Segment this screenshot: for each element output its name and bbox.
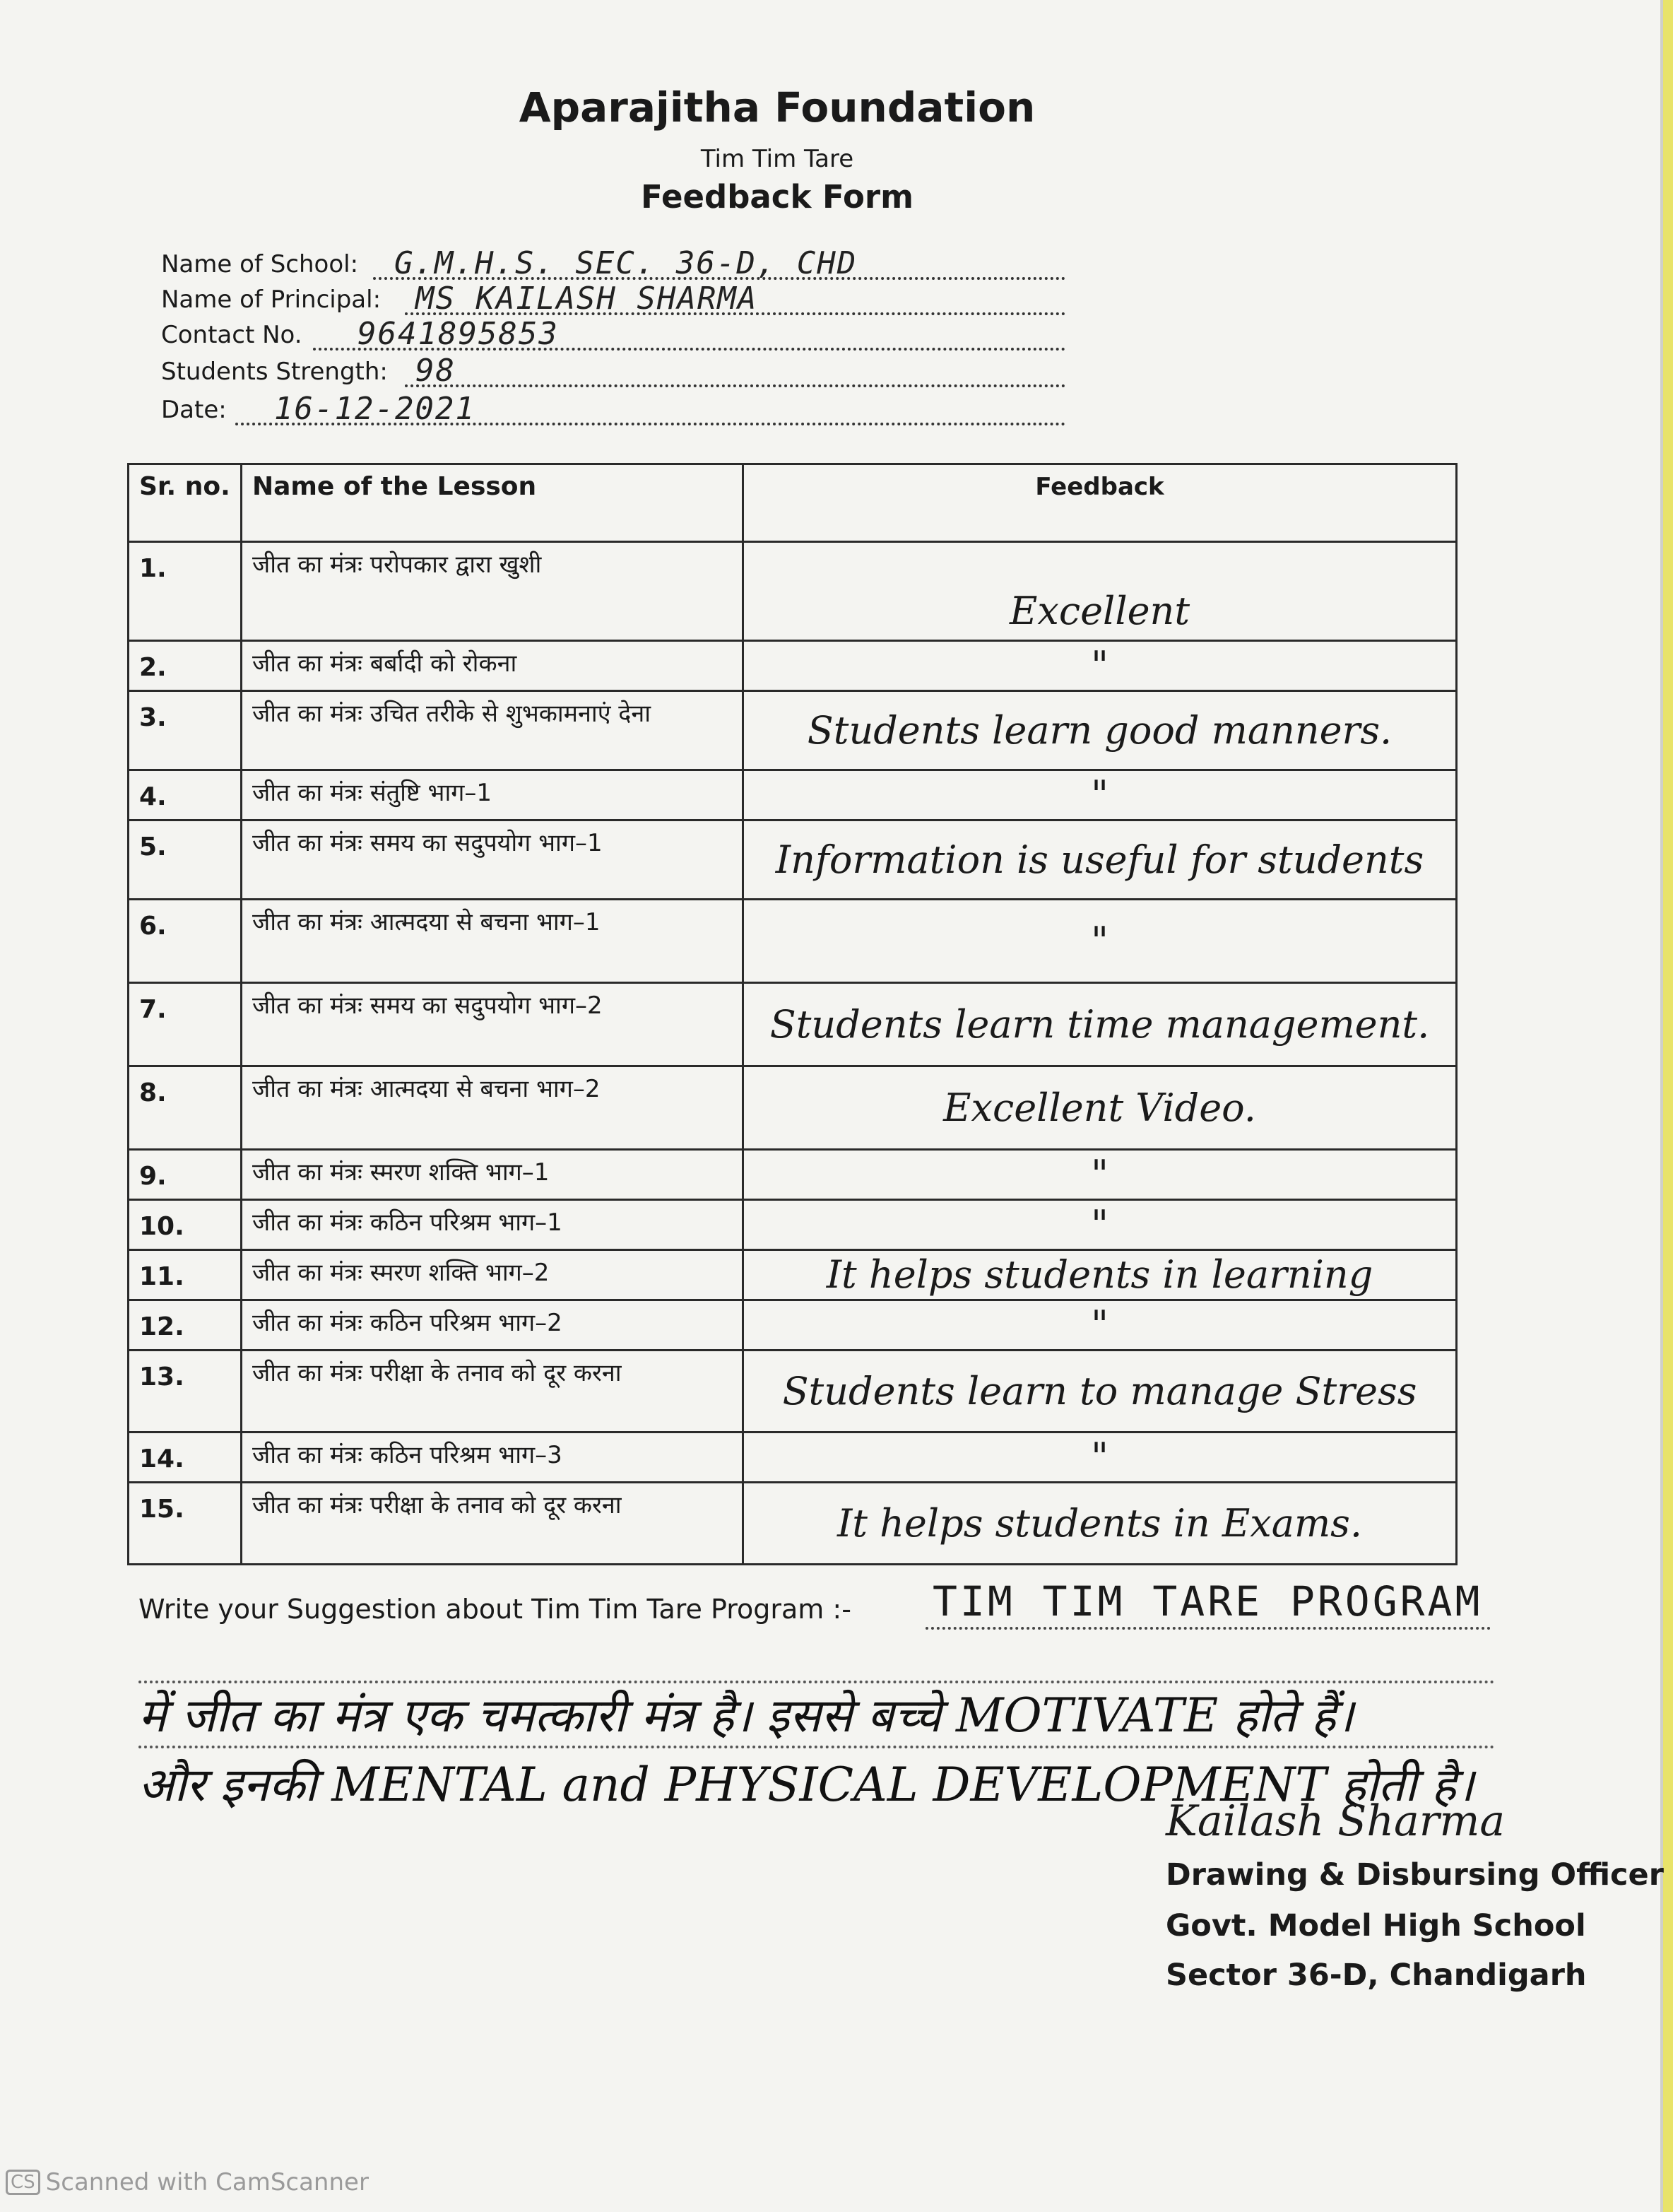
suggestion-dots-1 xyxy=(926,1627,1491,1630)
row-feedback: Students learn good manners. xyxy=(743,691,1457,770)
row-feedback: " xyxy=(743,1150,1457,1200)
row-feedback: It helps students in Exams. xyxy=(743,1483,1457,1565)
table-row xyxy=(129,1351,1457,1432)
row-lesson: जीत का मंत्रः परीक्षा के तनाव को दूर करना xyxy=(242,1351,743,1432)
row-sr: 5. xyxy=(129,820,242,900)
table-row xyxy=(129,900,1457,983)
table-row xyxy=(129,641,1457,691)
col-feedback-header: Feedback xyxy=(743,464,1457,542)
camscanner-logo-icon: CS xyxy=(6,2170,40,2195)
row-lesson: जीत का मंत्रः परीक्षा के तनाव को दूर करना xyxy=(242,1483,743,1565)
date-field xyxy=(161,393,1065,428)
table-row xyxy=(129,1250,1457,1300)
row-sr: 15. xyxy=(129,1483,242,1565)
row-sr: 10. xyxy=(129,1200,242,1250)
table-row xyxy=(129,1150,1457,1200)
row-lesson: जीत का मंत्रः स्मरण शक्ति भाग–1 xyxy=(242,1150,743,1200)
row-lesson: जीत का मंत्रः कठिन परिश्रम भाग–3 xyxy=(242,1432,743,1483)
school-field xyxy=(161,247,1065,283)
stamp-line-1: Drawing & Disbursing Officer xyxy=(1166,1857,1664,1893)
table-row xyxy=(129,542,1457,641)
row-feedback: Students learn to manage Stress xyxy=(743,1351,1457,1432)
table-row xyxy=(129,1200,1457,1250)
row-feedback: " xyxy=(743,900,1457,983)
page-edge xyxy=(1663,0,1673,2212)
table-header-row xyxy=(129,464,1457,542)
row-sr: 14. xyxy=(129,1432,242,1483)
table-row xyxy=(129,820,1457,900)
contact-field xyxy=(161,318,1065,353)
row-sr: 11. xyxy=(129,1250,242,1300)
table-row xyxy=(129,1432,1457,1483)
row-feedback: " xyxy=(743,1300,1457,1351)
contact-label: Contact No. xyxy=(161,321,302,349)
table-row xyxy=(129,691,1457,770)
contact-value: 9641895853 xyxy=(357,316,559,352)
row-lesson: जीत का मंत्रः बर्बादी को रोकना xyxy=(242,641,743,691)
row-sr: 7. xyxy=(129,983,242,1066)
row-sr: 13. xyxy=(129,1351,242,1432)
date-value: 16-12-2021 xyxy=(274,391,475,427)
suggestion-line-1: TIM TIM TARE PROGRAM xyxy=(933,1577,1483,1625)
row-sr: 2. xyxy=(129,641,242,691)
row-lesson: जीत का मंत्रः कठिन परिश्रम भाग–2 xyxy=(242,1300,743,1351)
strength-field xyxy=(161,355,1065,390)
stamp-line-2: Govt. Model High School xyxy=(1166,1908,1586,1943)
principal-value: MS KAILASH SHARMA xyxy=(415,281,758,317)
camscanner-watermark xyxy=(6,2168,369,2196)
school-value: G.M.H.S. SEC. 36-D, CHD xyxy=(394,245,858,281)
feedback-table xyxy=(127,463,1458,1565)
strength-dots xyxy=(405,384,1065,387)
suggestion-line-3: और इनकी MENTAL and PHYSICAL DEVELOPMENT होती है। xyxy=(138,1758,1474,1812)
table-row xyxy=(129,770,1457,820)
row-feedback: " xyxy=(743,1432,1457,1483)
principal-label: Name of Principal: xyxy=(161,286,382,314)
row-sr: 8. xyxy=(129,1066,242,1150)
date-label: Date: xyxy=(161,396,227,424)
row-sr: 12. xyxy=(129,1300,242,1351)
stamp-line-3: Sector 36-D, Chandigarh xyxy=(1166,1958,1587,1993)
row-lesson: जीत का मंत्रः समय का सदुपयोग भाग–1 xyxy=(242,820,743,900)
row-sr: 4. xyxy=(129,770,242,820)
principal-field xyxy=(161,283,1065,318)
row-feedback: Excellent xyxy=(743,542,1457,641)
row-lesson: जीत का मंत्रः उचित तरीके से शुभकामनाएं देना xyxy=(242,691,743,770)
row-sr: 6. xyxy=(129,900,242,983)
suggestion-dots-3 xyxy=(138,1746,1495,1748)
table-row xyxy=(129,983,1457,1066)
row-sr: 9. xyxy=(129,1150,242,1200)
row-feedback: Students learn time management. xyxy=(743,983,1457,1066)
col-sr-header: Sr. no. xyxy=(129,464,242,542)
row-feedback: " xyxy=(743,770,1457,820)
program-name: Tim Tim Tare xyxy=(700,145,854,173)
row-feedback: " xyxy=(743,1200,1457,1250)
row-feedback: It helps students in learning xyxy=(743,1250,1457,1300)
col-lesson-header: Name of the Lesson xyxy=(242,464,743,542)
suggestion-line-2: में जीत का मंत्र एक चमत्कारी मंत्र है। इससे बच्चे MOTIVATE होते हैं। xyxy=(138,1688,1354,1743)
table-row xyxy=(129,1483,1457,1565)
strength-label: Students Strength: xyxy=(161,358,388,386)
suggestion-label: Write your Suggestion about Tim Tim Tare Program :- xyxy=(138,1594,851,1625)
form-title: Feedback Form xyxy=(641,178,914,216)
row-lesson: जीत का मंत्रः कठिन परिश्रम भाग–1 xyxy=(242,1200,743,1250)
row-feedback: Information is useful for students xyxy=(743,820,1457,900)
row-feedback: Excellent Video. xyxy=(743,1066,1457,1150)
signature: Kailash Sharma xyxy=(1166,1796,1506,1846)
camscanner-text: Scanned with CamScanner xyxy=(45,2168,369,2196)
row-lesson: जीत का मंत्रः आत्मदया से बचना भाग–1 xyxy=(242,900,743,983)
row-lesson: जीत का मंत्रः आत्मदया से बचना भाग–2 xyxy=(242,1066,743,1150)
row-lesson: जीत का मंत्रः समय का सदुपयोग भाग–2 xyxy=(242,983,743,1066)
org-title: Aparajitha Foundation xyxy=(519,83,1036,131)
row-sr: 1. xyxy=(129,542,242,641)
row-lesson: जीत का मंत्रः स्मरण शक्ति भाग–2 xyxy=(242,1250,743,1300)
table-row xyxy=(129,1066,1457,1150)
row-feedback: " xyxy=(743,641,1457,691)
row-sr: 3. xyxy=(129,691,242,770)
row-lesson: जीत का मंत्रः परोपकार द्वारा खुशी xyxy=(242,542,743,641)
strength-value: 98 xyxy=(415,353,456,389)
row-lesson: जीत का मंत्रः संतुष्टि भाग–1 xyxy=(242,770,743,820)
table-row xyxy=(129,1300,1457,1351)
school-label: Name of School: xyxy=(161,250,359,278)
